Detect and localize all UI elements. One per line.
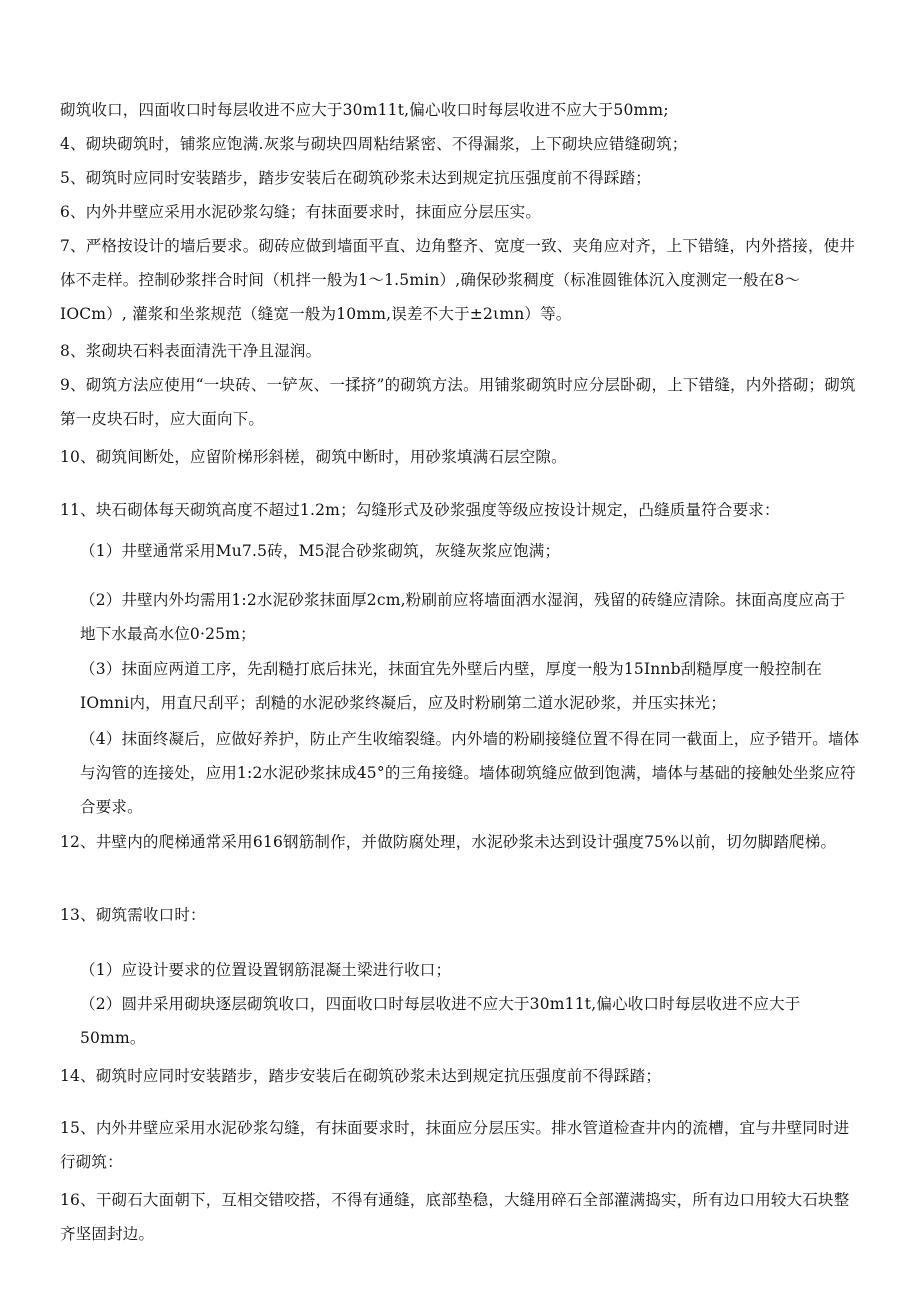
paragraph-item-11-4: （4）抹面终凝后，应做好养护，防止产生收缩裂缝。内外墙的粉刷接缝位置不得在同一截面上，应予错开。墙体与沟管的连接处，应用1:2水泥砂浆抹成45°的三角接缝。墙体砌筑缝应做到饱满，墙体与基础的接触处坐浆应符合要求。 [80, 730, 860, 816]
paragraph-item-11: 11、块石砌体每天砌筑高度不超过1.2m；勾缝形式及砂浆强度等级应按设计规定，凸缝质量符合要求： [60, 501, 780, 519]
paragraph-item-7: 7、严格按设计的墙后要求。砌砖应做到墙面平直、边角整齐、宽度一致、夹角应对齐，上下错缝，内外搭接，使井体不走样。控制砂浆拌合时间（机拌一般为1～1.5min）,确保砂浆稠度（标准圆锥体沉入度测定一般在8～IOCm）, 灌浆和坐浆规范（缝宽一般为10mm,误差不大于±2ιmn）等。 [60, 237, 856, 323]
paragraph-item-15: 15、内外井壁应采用水泥砂浆勾缝，有抹面要求时，抹面应分层压实。排水管道检查井内的流槽，宜与井壁同时进行砌筑： [60, 1119, 850, 1171]
paragraph-item-11-2: （2）井壁内外均需用1:2水泥砂浆抹面厚2cm,粉刷前应将墙面洒水湿润，残留的砖缝应清除。抹面高度应高于地下水最高水位0·25m； [80, 591, 846, 643]
paragraph-item-9: 9、砌筑方法应使用“一块砖、一铲灰、一揉挤”的砌筑方法。用铺浆砌筑时应分层卧砌，上下错缝，内外搭砌；砌筑第一皮块石时，应大面向下。 [60, 376, 856, 428]
paragraph-item-10: 10、砌筑间断处，应留阶梯形斜槎，砌筑中断时，用砂浆填满石层空隙。 [60, 448, 567, 466]
paragraph-item-13: 13、砌筑需收口时： [60, 906, 206, 924]
paragraph-item-4: 4、砌块砌筑时，铺浆应饱满.灰浆与砌块四周粘结紧密、不得漏浆，上下砌块应错缝砌筑； [60, 135, 688, 153]
paragraph-item-8: 8、浆砌块石料表面清洗干净且湿润。 [60, 342, 322, 360]
paragraph-item-6: 6、内外井壁应采用水泥砂浆勾缝；有抹面要求时，抹面应分层压实。 [60, 203, 542, 221]
paragraph-item-13-1: （1）应设计要求的位置设置钢筋混凝土梁进行收口； [80, 961, 452, 979]
paragraph-item-11-1: （1）井壁通常采用Mu7.5砖，M5混合砂浆砌筑，灰缝灰浆应饱满； [80, 542, 561, 560]
paragraph-item-16: 16、干砌石大面朝下，互相交错咬搭，不得有通缝，底部垫稳，大缝用碎石全部灌满捣实，所有边口用较大石块整齐坚固封边。 [60, 1191, 850, 1243]
paragraph-item-14: 14、砌筑时应同时安装踏步，踏步安装后在砌筑砂浆未达到规定抗压强度前不得踩踏； [60, 1067, 662, 1085]
paragraph-item-12: 12、井壁内的爬梯通常采用616钢筋制作，并做防腐处理，水泥砂浆未达到设计强度75%以前，切勿脚踏爬梯。 [60, 833, 837, 851]
paragraph-item-5: 5、砌筑时应同时安装踏步，踏步安装后在砌筑砂浆未达到规定抗压强度前不得踩踏； [60, 169, 651, 187]
paragraph-intro: 砌筑收口，四面收口时每层收进不应大于30m11t,偏心收口时每层收进不应大于50mm; [60, 101, 669, 119]
paragraph-item-13-2: （2）圆井采用砌块逐层砌筑收口，四面收口时每层收进不应大于30m11t,偏心收口时每层收进不应大于50mm。 [80, 995, 801, 1047]
paragraph-item-11-3: （3）抹面应两道工序，先刮糙打底后抹光，抹面宜先外壁后内壁，厚度一般为15Innb刮糙厚度一般控制在IOmni内，用直尺刮平；刮糙的水泥砂浆终凝后，应及时粉刷第二道水泥砂浆，并压实抹光； [80, 660, 823, 712]
